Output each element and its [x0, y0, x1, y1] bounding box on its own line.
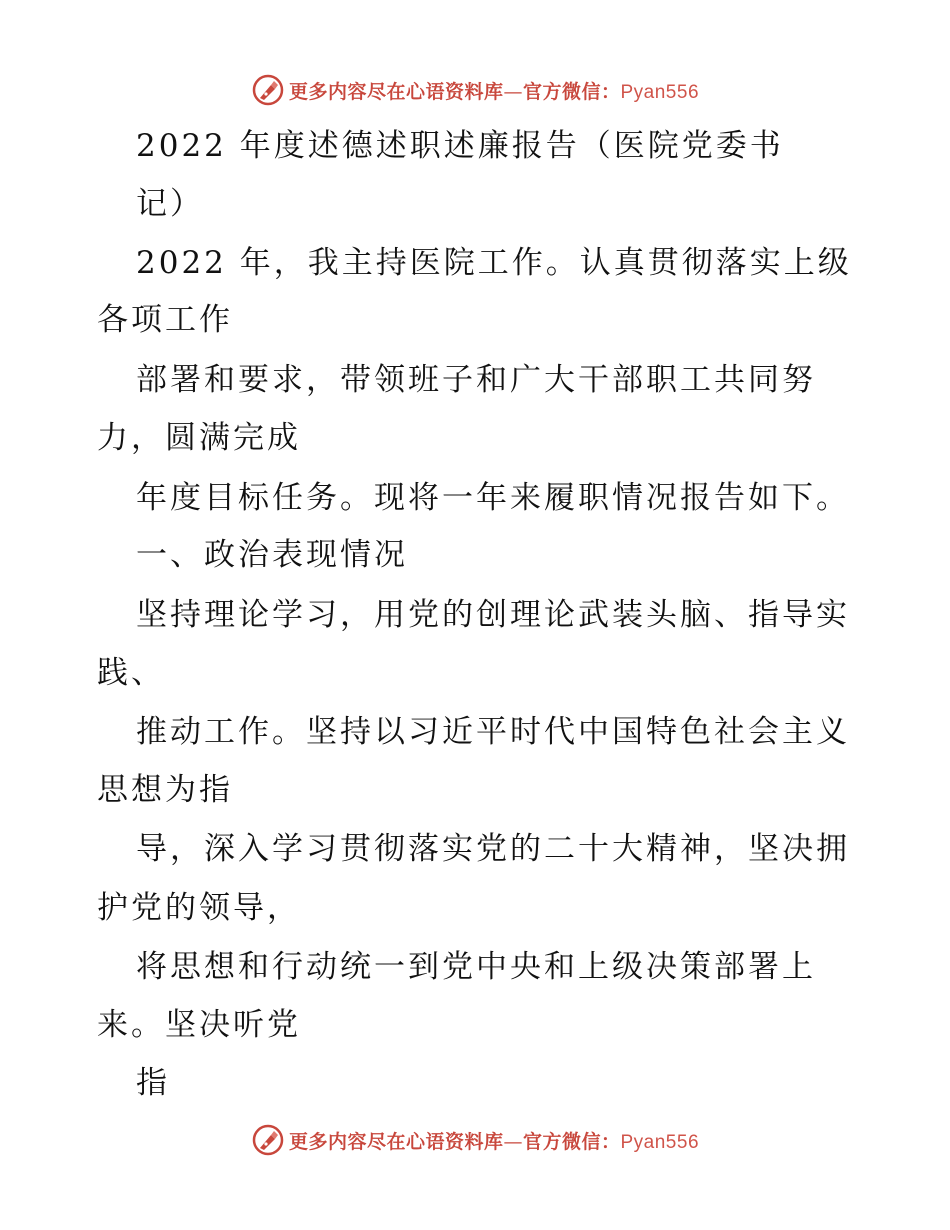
watermark-separator: —: [503, 80, 523, 103]
doc-paragraph-line: 推动工作。坚持以习近平时代中国特色社会主义: [136, 714, 850, 750]
watermark-wechat-id: Pyan556: [620, 81, 700, 103]
pen-nib-logo-icon: [251, 73, 285, 107]
doc-paragraph-line: 2022 年，我主持医院工作。认真贯彻落实上级: [136, 245, 852, 281]
watermark-wechat-label: 官方微信：: [522, 1130, 621, 1153]
doc-paragraph-line: 来。坚决听党: [97, 1007, 301, 1043]
doc-title-line-1: 2022 年度述德述职述廉报告（医院党委书: [136, 128, 784, 164]
doc-paragraph-line: 导，深入学习贯彻落实党的二十大精神，坚决拥: [136, 831, 850, 867]
watermark-brand: 更多内容尽在心语资料库: [288, 80, 504, 103]
header-watermark: [0, 70, 950, 110]
doc-paragraph-line: 思想为指: [97, 772, 233, 808]
watermark-text: [289, 77, 699, 104]
watermark-wechat-id: Pyan556: [620, 1131, 700, 1153]
doc-paragraph-line: 部署和要求，带领班子和广大干部职工共同努: [136, 362, 816, 398]
doc-paragraph-line: 将思想和行动统一到党中央和上级决策部署上: [136, 949, 816, 985]
watermark-text: [289, 1127, 699, 1154]
doc-paragraph-line: 各项工作: [97, 302, 233, 338]
doc-paragraph-line: 践、: [97, 655, 165, 691]
footer-watermark: [0, 1120, 950, 1160]
doc-paragraph-line: 指: [136, 1065, 170, 1101]
pen-nib-logo-icon: [251, 1123, 285, 1157]
doc-title-line-2: 记）: [136, 186, 204, 222]
watermark-separator: —: [503, 1130, 523, 1153]
doc-section-heading: 一、政治表现情况: [136, 537, 408, 573]
doc-paragraph-line: 坚持理论学习，用党的创理论武装头脑、指导实: [136, 597, 850, 633]
watermark-brand: 更多内容尽在心语资料库: [288, 1130, 504, 1153]
doc-paragraph-line: 护党的领导，: [97, 890, 301, 926]
doc-paragraph-line: 力，圆满完成: [97, 420, 301, 456]
watermark-wechat-label: 官方微信：: [522, 80, 621, 103]
doc-paragraph-line: 年度目标任务。现将一年来履职情况报告如下。: [136, 480, 850, 516]
